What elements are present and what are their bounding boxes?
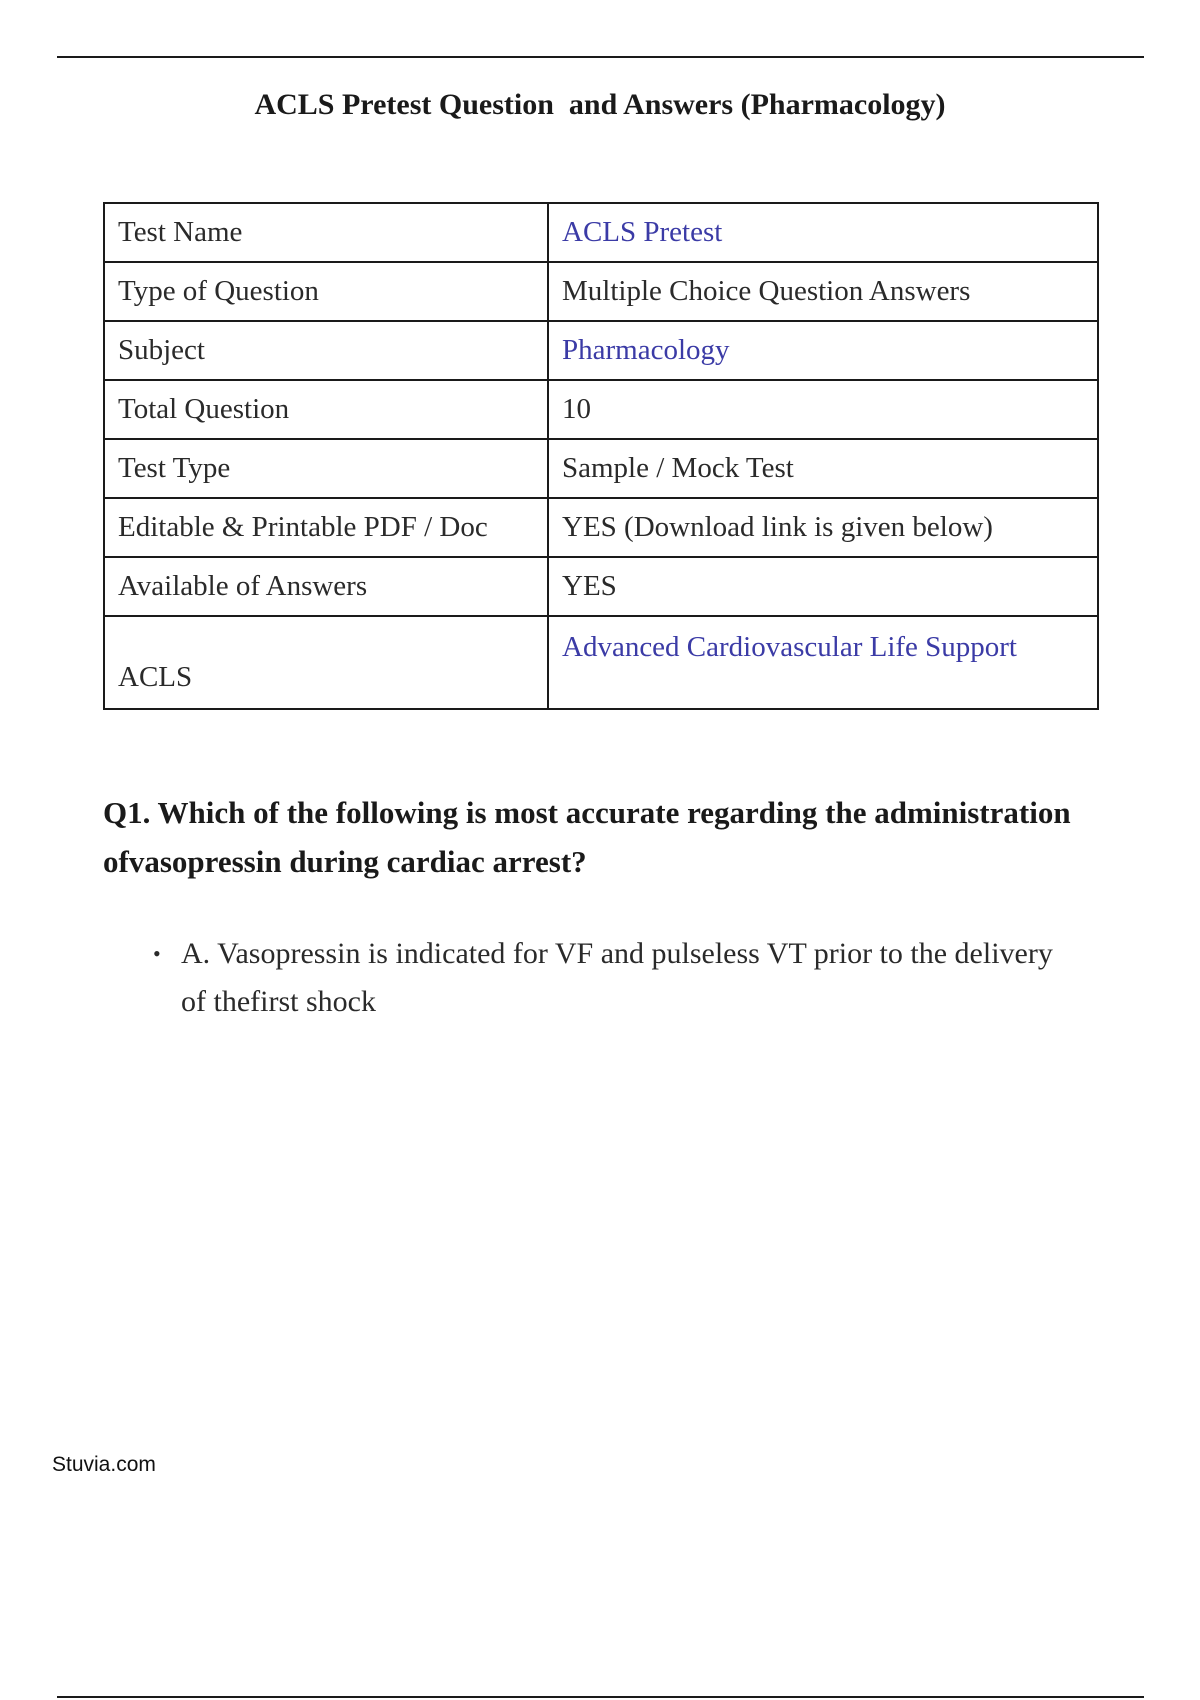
document-title: ACLS Pretest Question and Answers (Pharmacology): [254, 88, 946, 121]
row-label-test-type: Test Type: [104, 439, 548, 498]
row-value-type-of-question: Multiple Choice Question Answers: [548, 262, 1098, 321]
row-label-total-question: Total Question: [104, 380, 548, 439]
row-label-subject: Subject: [104, 321, 548, 380]
table-row: [104, 498, 1098, 557]
row-label-type-of-question: Type of Question: [104, 262, 548, 321]
subject-link[interactable]: Pharmacology: [548, 321, 1098, 380]
option-text: A. Vasopressin is indicated for VF and pulseless VT prior to the delivery of thefirst shock: [181, 937, 1053, 1018]
question-text: Q1. Which of the following is most accurate regarding the administration ofvasopressin during cardiac arrest?: [103, 795, 1071, 879]
row-label-available-answers: Available of Answers: [104, 557, 548, 616]
bottom-rule: [57, 1696, 1144, 1698]
row-label-acls: ACLS: [104, 616, 548, 709]
row-value-available-answers: YES: [548, 557, 1098, 616]
top-rule: [57, 56, 1144, 58]
table-row: [104, 262, 1098, 321]
table-row: [104, 616, 1098, 709]
table-row: [104, 380, 1098, 439]
table-row: [104, 321, 1098, 380]
table-row: [104, 557, 1098, 616]
row-label-test-name: Test Name: [104, 203, 548, 262]
table-row: [104, 439, 1098, 498]
test-name-link[interactable]: ACLS Pretest: [548, 203, 1098, 262]
list-item: [153, 930, 1061, 1026]
test-info-table: [103, 202, 1099, 710]
source-label: Stuvia.com: [52, 1453, 156, 1476]
bullet-icon: •: [153, 941, 161, 966]
acls-link[interactable]: Advanced Cardiovascular Life Support: [548, 616, 1098, 709]
row-label-editable-printable: Editable & Printable PDF / Doc: [104, 498, 548, 557]
answer-options: [153, 930, 1061, 1026]
table-row: [104, 203, 1098, 262]
row-value-editable-printable: YES (Download link is given below): [548, 498, 1098, 557]
row-value-test-type: Sample / Mock Test: [548, 439, 1098, 498]
row-value-total-question: 10: [548, 380, 1098, 439]
